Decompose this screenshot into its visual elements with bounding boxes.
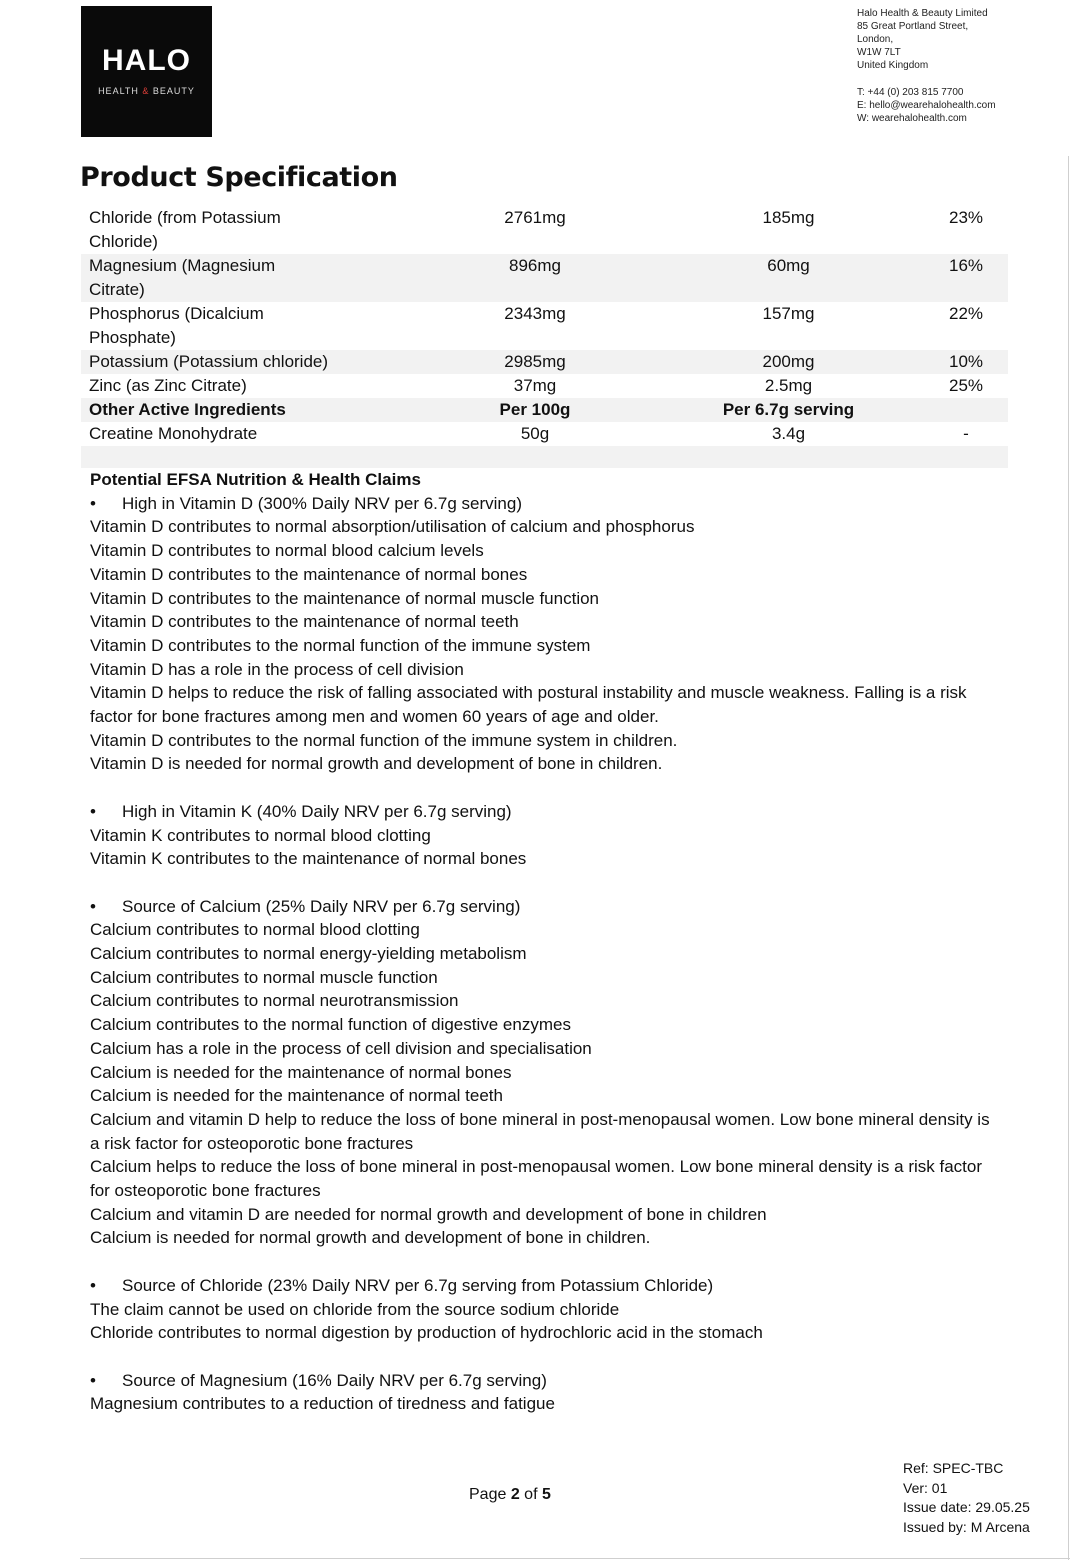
page-title: Product Specification [80, 162, 398, 193]
claim-bullet [90, 1274, 995, 1298]
claim-line: Calcium is needed for normal growth and development of bone in children. [90, 1228, 651, 1248]
bullet-icon: • [90, 801, 96, 821]
table-row [81, 254, 1008, 302]
table-cell: 16% [924, 254, 1008, 302]
page-edge-right [1068, 156, 1069, 1560]
ref-line: Ref: SPEC-TBC [903, 1460, 1004, 1476]
page-edge-bottom [80, 1558, 1070, 1559]
claim-bullet [90, 895, 995, 919]
ref-line: Issue date: 29.05.25 [903, 1499, 1030, 1515]
table-cell: Other Active Ingredients [81, 398, 417, 422]
health-claims-section [90, 468, 995, 1440]
table-cell: - [963, 424, 969, 443]
page-label: of [519, 1486, 542, 1503]
page-label: Page [469, 1486, 511, 1503]
table-row [81, 206, 1008, 254]
table-cell: 2761mg [504, 208, 566, 227]
table-cell: 896mg [417, 254, 653, 302]
claim-line: Vitamin D contributes to the maintenance of normal teeth [90, 612, 519, 632]
table-cell: 60mg [653, 254, 924, 302]
table-row [81, 350, 1008, 374]
claim-line: Calcium and vitamin D are needed for normal growth and development of bone in children [90, 1204, 767, 1224]
claim-line: Calcium contributes to normal blood clotting [90, 920, 420, 940]
company-website: W: wearehalohealth.com [857, 113, 967, 124]
ref-line: Issued by: M Arcena [903, 1518, 1030, 1535]
company-details [857, 7, 996, 125]
logo-brand: HALO [102, 44, 191, 77]
company-phone: T: +44 (0) 203 815 7700 [857, 87, 964, 98]
nutrition-table [81, 206, 1008, 468]
claim-line: Vitamin D contributes to normal blood calcium levels [90, 541, 484, 561]
claim-block [90, 895, 995, 1251]
page-current: 2 [510, 1486, 520, 1503]
claim-line: Chloride contributes to normal digestion by production of hydrochloric acid in the stomach [90, 1323, 763, 1343]
claim-line: Vitamin D contributes to the maintenance of normal muscle function [90, 588, 600, 608]
claim-line: Magnesium contributes to a reduction of tiredness and fatigue [90, 1394, 555, 1414]
bullet-icon: • [90, 1275, 96, 1295]
table-row [81, 398, 1008, 422]
table-cell: 23% [948, 208, 984, 227]
table-row [81, 374, 1008, 398]
claim-line: Vitamin D is needed for normal growth and development of bone in children. [90, 754, 663, 774]
table-cell: 37mg [513, 376, 557, 395]
company-name: Halo Health & Beauty Limited [857, 8, 988, 19]
logo-tag-text: BEAUTY [149, 86, 195, 96]
claim-line: Vitamin K contributes to the maintenance of normal bones [90, 849, 527, 869]
logo-tag-ampersand: & [142, 86, 150, 96]
table-row-empty [81, 446, 1008, 468]
table-cell: Zinc (as Zinc Citrate) [89, 376, 247, 395]
claim-bullet [90, 492, 995, 516]
claim-block [90, 492, 995, 776]
table-cell: Per 6.7g serving [653, 398, 924, 422]
table-cell: 2.5mg [764, 376, 813, 395]
claim-bullet-text: High in Vitamin K (40% Daily NRV per 6.7g serving) [122, 801, 512, 821]
claim-line: Vitamin D helps to reduce the risk of falling associated with postural instability and muscle weakness. Falling is a risk factor for bone fractures among men and women 60 years of age and older. [90, 683, 967, 727]
table-cell: 2985mg [417, 350, 653, 374]
table-cell: Creatine Monohydrate [89, 424, 258, 443]
claim-bullet-text: Source of Calcium (25% Daily NRV per 6.7g serving) [122, 896, 521, 916]
table-row [81, 422, 1008, 446]
claim-line: Vitamin D contributes to the normal function of the immune system in children. [90, 730, 678, 750]
claim-line: Vitamin D contributes to the normal function of the immune system [90, 635, 591, 655]
table-cell: 185mg [762, 208, 815, 227]
company-address-line: United Kingdom [857, 60, 929, 71]
table-cell: Per 100g [417, 398, 653, 422]
table-cell: 25% [948, 376, 984, 395]
claim-line: Calcium contributes to normal energy-yielding metabolism [90, 944, 527, 964]
table-cell: Phosphorus (Dicalcium Phosphate) [89, 304, 264, 347]
table-cell: 157mg [762, 304, 815, 323]
table-cell [924, 398, 1008, 422]
bullet-icon: • [90, 493, 96, 513]
claim-block [90, 800, 995, 871]
claims-heading: Potential EFSA Nutrition & Health Claims [90, 470, 421, 489]
table-cell: 50g [520, 424, 550, 443]
claim-line: Vitamin D contributes to the maintenance of normal bones [90, 564, 528, 584]
table-cell: Potassium (Potassium chloride) [81, 350, 417, 374]
claim-line: Calcium and vitamin D help to reduce the loss of bone mineral in post-menopausal women. Low bone mineral density is a risk factor for osteoporotic bone fractures [90, 1109, 990, 1153]
claim-bullet-text: Source of Magnesium (16% Daily NRV per 6.7g serving) [122, 1370, 547, 1390]
claim-block [90, 1369, 995, 1416]
claim-line: Calcium has a role in the process of cell division and specialisation [90, 1038, 592, 1058]
table-cell: Magnesium (Magnesium Citrate) [81, 254, 417, 302]
claim-line: Calcium is needed for the maintenance of normal teeth [90, 1086, 503, 1106]
table-cell: 10% [924, 350, 1008, 374]
company-address-line: London, [857, 34, 894, 45]
halo-logo [81, 6, 212, 137]
claim-block [90, 1274, 995, 1345]
claim-line: Vitamin D contributes to normal absorption/utilisation of calcium and phosphorus [90, 517, 695, 537]
claim-line: Calcium contributes to normal neurotransmission [90, 991, 459, 1011]
claim-line: Vitamin K contributes to normal blood clotting [90, 825, 431, 845]
claim-line: Calcium helps to reduce the loss of bone mineral in post-menopausal women. Low bone mineral density is a risk factor for osteoporotic bone fractures [90, 1157, 983, 1201]
claim-line: Calcium contributes to normal muscle function [90, 967, 438, 987]
claim-bullet [90, 800, 995, 824]
claim-line: Vitamin D has a role in the process of cell division [90, 659, 464, 679]
company-email: E: hello@wearehalohealth.com [857, 100, 996, 111]
claim-bullet [90, 1369, 995, 1393]
table-cell: 22% [948, 304, 984, 323]
claim-line: The claim cannot be used on chloride from the source sodium chloride [90, 1299, 620, 1319]
table-cell: Chloride (from Potassium Chloride) [89, 208, 281, 251]
claim-line: Calcium contributes to the normal function of digestive enzymes [90, 1015, 571, 1035]
table-row [81, 302, 1008, 350]
claim-line: Calcium is needed for the maintenance of normal bones [90, 1062, 512, 1082]
table-cell: 200mg [653, 350, 924, 374]
logo-tagline [81, 86, 212, 96]
claim-bullet-text: High in Vitamin D (300% Daily NRV per 6.7g serving) [122, 493, 522, 513]
logo-tag-text: HEALTH [98, 86, 143, 96]
page-number [469, 1486, 551, 1504]
claim-bullet-text: Source of Chloride (23% Daily NRV per 6.7g serving from Potassium Chloride) [122, 1275, 714, 1295]
company-address-line: 85 Great Portland Street, [857, 21, 969, 32]
table-cell: 2343mg [504, 304, 566, 323]
bullet-icon: • [90, 896, 96, 916]
table-cell: 3.4g [771, 424, 806, 443]
company-address-line: W1W 7LT [857, 47, 901, 58]
ref-line: Ver: 01 [903, 1479, 948, 1496]
document-reference [903, 1459, 1030, 1537]
page-total: 5 [541, 1486, 551, 1503]
bullet-icon: • [90, 1370, 96, 1390]
